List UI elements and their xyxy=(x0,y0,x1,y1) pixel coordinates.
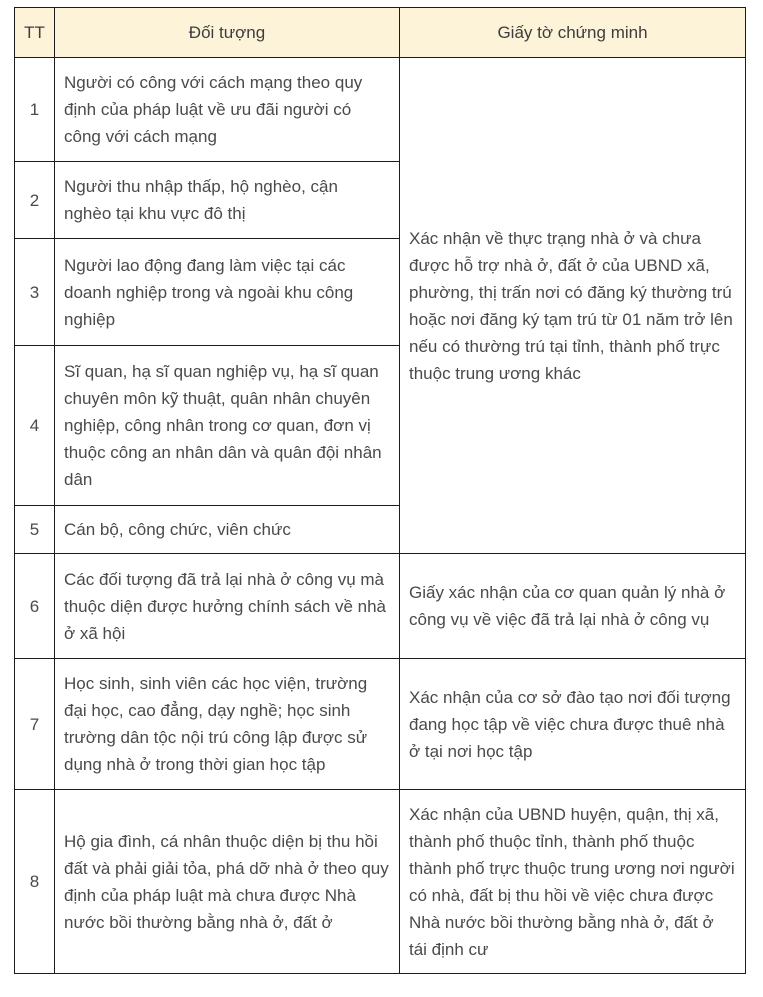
doi-tuong-cell: Cán bộ, công chức, viên chức xyxy=(55,506,400,554)
doi-tuong-cell: Các đối tượng đã trả lại nhà ở công vụ mà thuộc diện được hưởng chính sách về nhà ở xã hội xyxy=(55,554,400,659)
giay-to-cell: Xác nhận của UBND huyện, quận, thị xã, thành phố thuộc tỉnh, thành phố thuộc thành phố trực thuộc trung ương nơi người có nhà, đất bị thu hồi về việc chưa được Nhà nước bồi thường bằng nhà ở, đất ở tái định cư xyxy=(400,790,746,974)
row-number: 8 xyxy=(15,790,55,974)
table-row xyxy=(15,790,746,974)
header-cell-tt: TT xyxy=(15,8,55,58)
doi-tuong-cell: Học sinh, sinh viên các học viện, trường đại học, cao đẳng, dạy nghề; học sinh trường dân tộc nội trú công lập được sử dụng nhà ở trong thời gian học tập xyxy=(55,659,400,790)
row-number: 1 xyxy=(15,58,55,162)
header-cell-giay-to: Giấy tờ chứng minh xyxy=(400,8,746,58)
merged-giay-to-cell: Xác nhận về thực trạng nhà ở và chưa được hỗ trợ nhà ở, đất ở của UBND xã, phường, thị trấn nơi có đăng ký thường trú hoặc nơi đăng ký tạm trú từ 01 năm trở lên nếu có thường trú tại tỉnh, thành phố trực thuộc trung ương khác xyxy=(400,58,746,554)
doi-tuong-cell: Sĩ quan, hạ sĩ quan nghiệp vụ, hạ sĩ quan chuyên môn kỹ thuật, quân nhân chuyên nghiệp, công nhân trong cơ quan, đơn vị thuộc công an nhân dân và quân đội nhân dân xyxy=(55,346,400,506)
doi-tuong-cell: Người thu nhập thấp, hộ nghèo, cận nghèo tại khu vực đô thị xyxy=(55,162,400,239)
row-number: 4 xyxy=(15,346,55,506)
table-header-row xyxy=(15,8,746,58)
doi-tuong-cell: Người lao động đang làm việc tại các doanh nghiệp trong và ngoài khu công nghiệp xyxy=(55,239,400,346)
row-number: 5 xyxy=(15,506,55,554)
table-row xyxy=(15,659,746,790)
row-number: 3 xyxy=(15,239,55,346)
table-row xyxy=(15,58,746,162)
header-cell-doi-tuong: Đối tượng xyxy=(55,8,400,58)
row-number: 2 xyxy=(15,162,55,239)
row-number: 6 xyxy=(15,554,55,659)
giay-to-cell: Giấy xác nhận của cơ quan quản lý nhà ở công vụ về việc đã trả lại nhà ở công vụ xyxy=(400,554,746,659)
row-number: 7 xyxy=(15,659,55,790)
giay-to-cell: Xác nhận của cơ sở đào tạo nơi đối tượng đang học tập về việc chưa được thuê nhà ở tại nơi học tập xyxy=(400,659,746,790)
table-row xyxy=(15,554,746,659)
doi-tuong-cell: Người có công với cách mạng theo quy định của pháp luật về ưu đãi người có công với cách mạng xyxy=(55,58,400,162)
eligibility-table xyxy=(14,7,746,974)
doi-tuong-cell: Hộ gia đình, cá nhân thuộc diện bị thu hồi đất và phải giải tỏa, phá dỡ nhà ở theo quy định của pháp luật mà chưa được Nhà nước bồi thường bằng nhà ở, đất ở xyxy=(55,790,400,974)
